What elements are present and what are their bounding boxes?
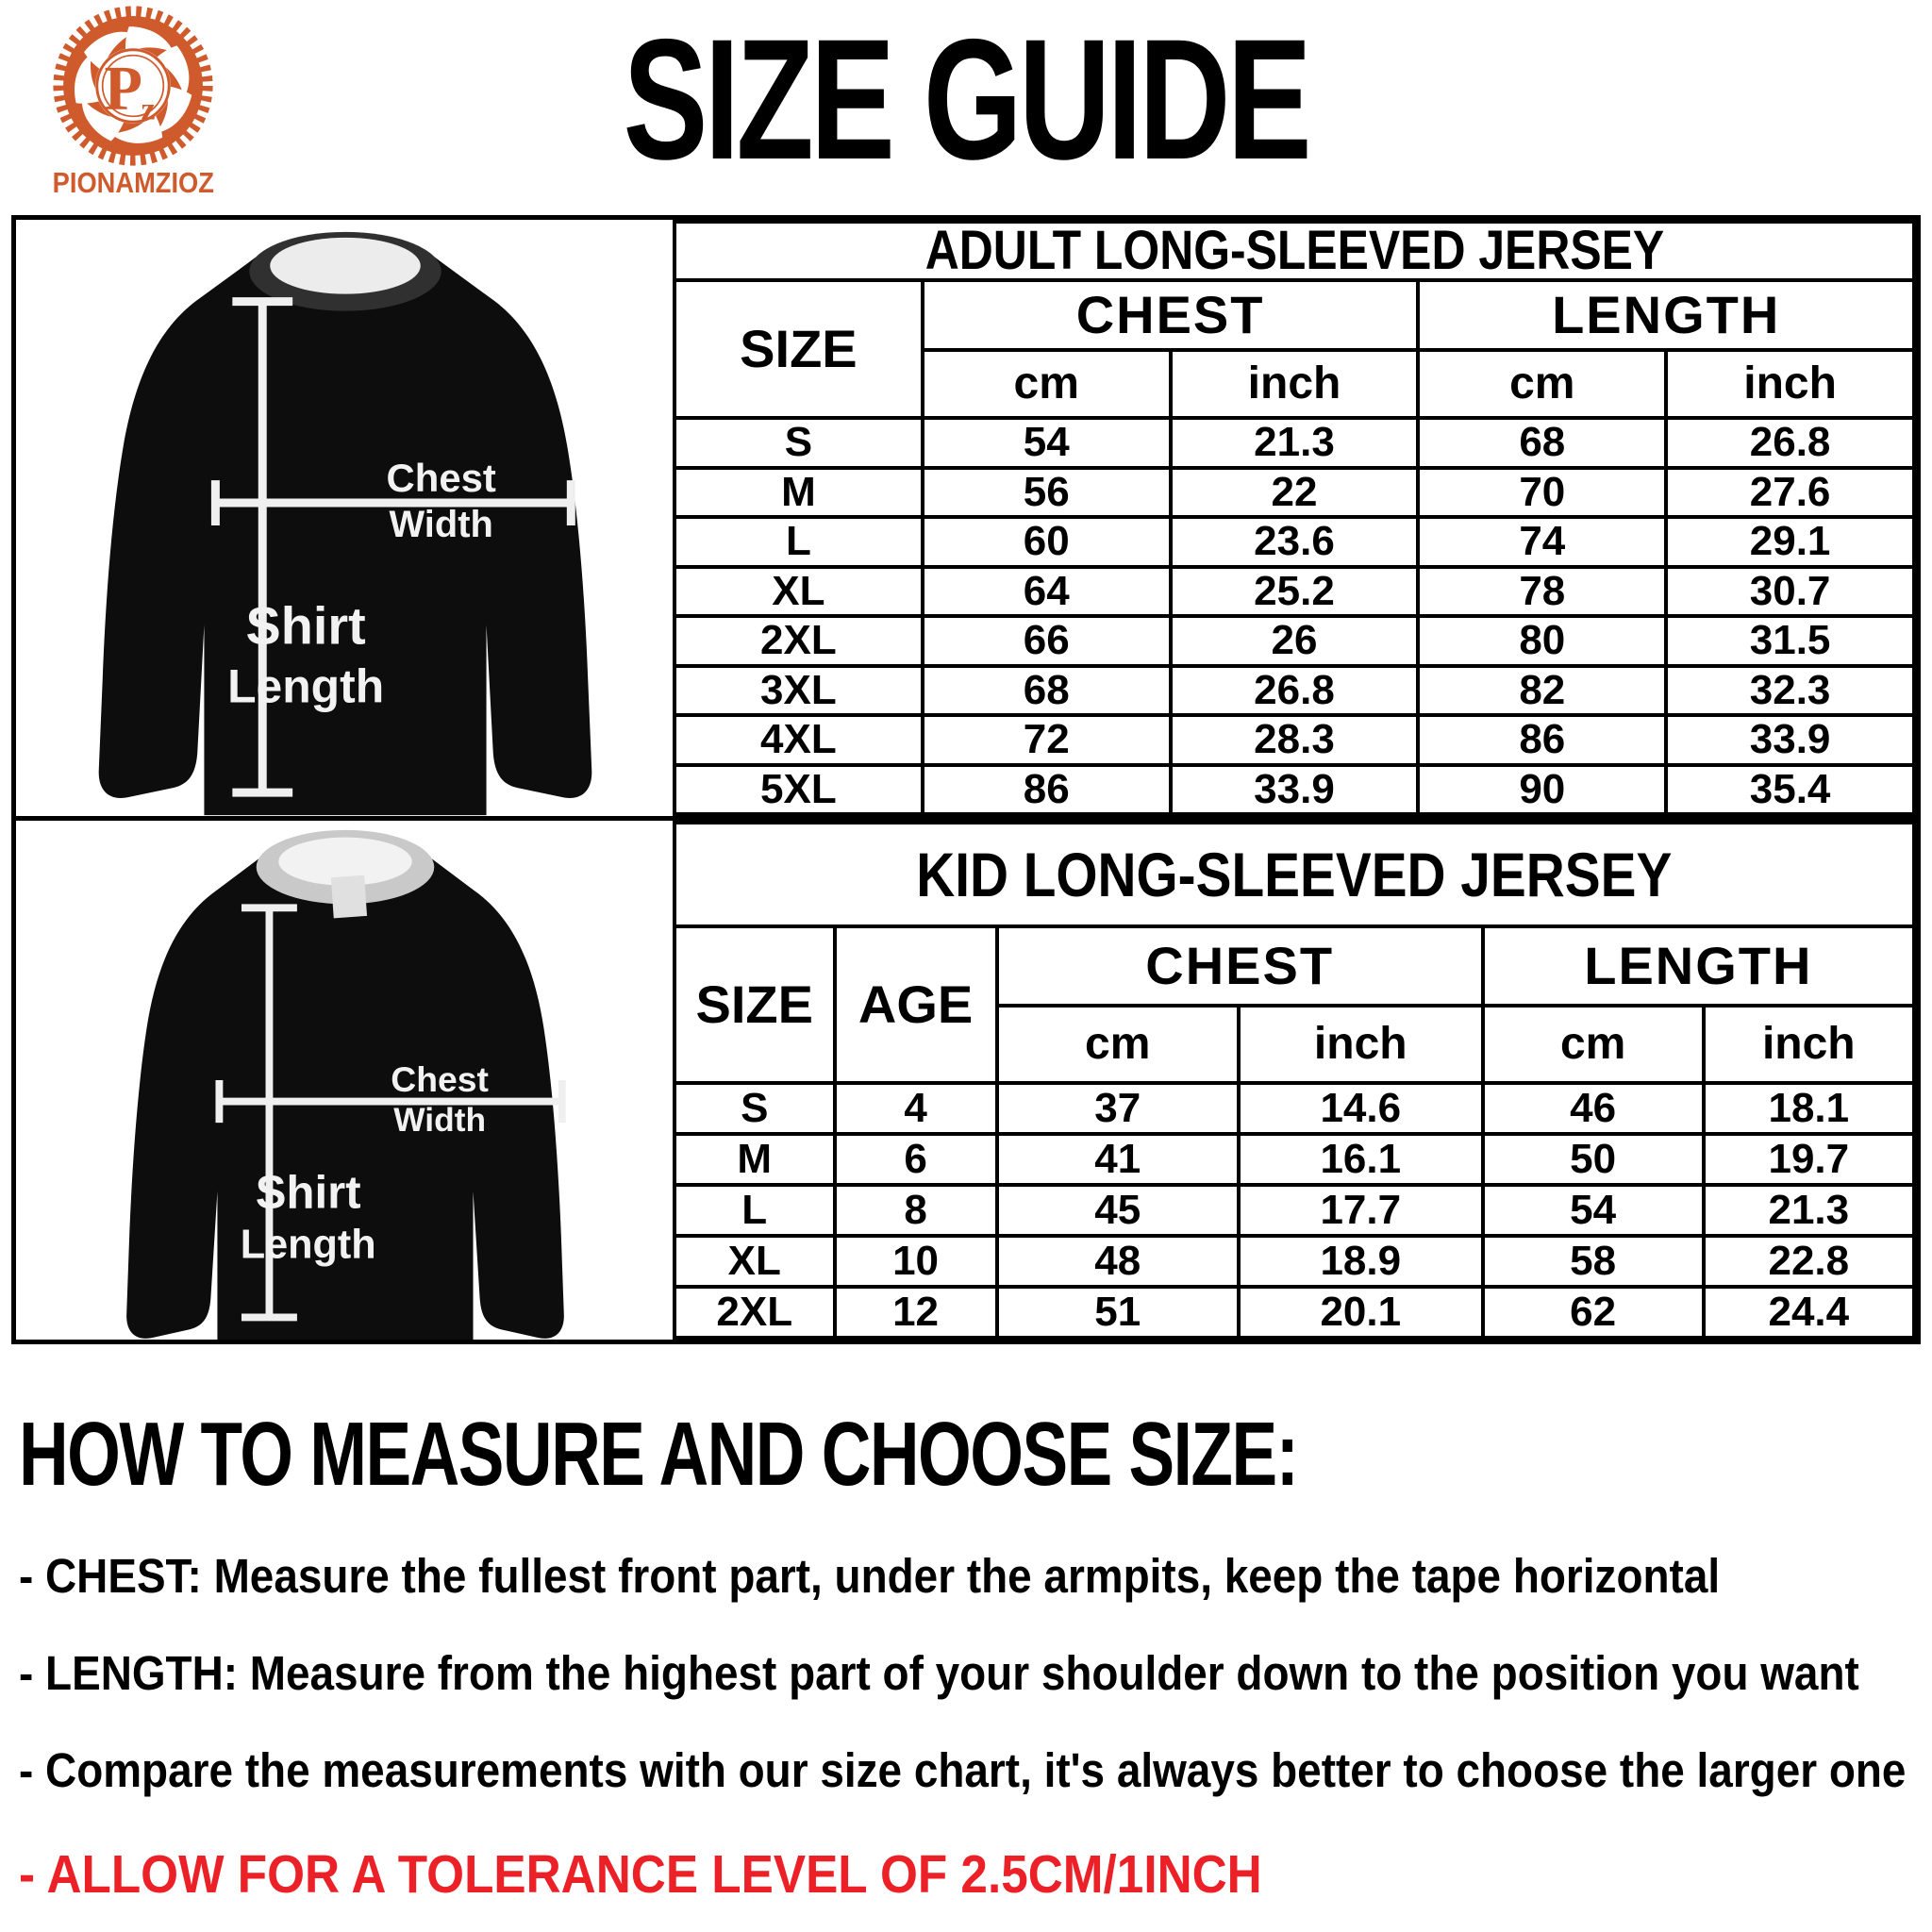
cell: 31.5: [1666, 616, 1914, 666]
col-header-size: SIZE: [675, 926, 835, 1083]
kid-jersey-image: [16, 821, 673, 1340]
cell: 68: [923, 666, 1171, 716]
cell-age: 8: [835, 1185, 997, 1236]
cell: 18.9: [1239, 1236, 1483, 1287]
cell-size: XL: [675, 1236, 835, 1287]
cell: 86: [923, 765, 1171, 815]
cell: 30.7: [1666, 567, 1914, 617]
adult-table-group-header: [675, 280, 1914, 350]
cell: 26.8: [1171, 666, 1419, 716]
cell: 18.1: [1704, 1083, 1914, 1134]
col-header-chest: CHEST: [923, 280, 1419, 350]
cell: 60: [923, 517, 1171, 567]
cell: 19.7: [1704, 1134, 1914, 1185]
cell: 16.1: [1239, 1134, 1483, 1185]
cell-size: S: [675, 418, 923, 468]
cell: 22: [1171, 468, 1419, 518]
cell: 72: [923, 715, 1171, 765]
kid-jersey-illustration: [16, 821, 673, 1340]
svg-text:Width: Width: [393, 1102, 487, 1140]
table-row: [675, 666, 1914, 716]
unit-inch: inch: [1704, 1006, 1914, 1083]
table-row: [675, 616, 1914, 666]
how-to-section: [19, 1403, 1915, 1906]
header: [0, 0, 1932, 215]
cell: 51: [997, 1287, 1239, 1338]
cell: 28.3: [1171, 715, 1419, 765]
cell: 54: [923, 418, 1171, 468]
cell: 37: [997, 1083, 1239, 1134]
cell: 82: [1418, 666, 1666, 716]
adult-jersey-illustration: [16, 220, 673, 816]
cell-size: M: [675, 468, 923, 518]
adult-table-title: ADULT LONG-SLEEVED JERSEY: [675, 222, 1914, 280]
cell-size: M: [675, 1134, 835, 1185]
cell: 78: [1418, 567, 1666, 617]
col-header-chest: CHEST: [997, 926, 1483, 1006]
cell: 32.3: [1666, 666, 1914, 716]
how-to-bullet-chest: - CHEST: Measure the fullest front part, under the armpits, keep the tape horizontal: [19, 1549, 1721, 1603]
cell: 26: [1171, 616, 1419, 666]
cell: 33.9: [1171, 765, 1419, 815]
cell: 23.6: [1171, 517, 1419, 567]
kid-section: [16, 816, 1916, 1340]
cell: 90: [1418, 765, 1666, 815]
how-to-bullet-compare: - Compare the measurements with our size chart, it's always better to choose the larger one: [19, 1743, 1907, 1797]
adult-size-table: [673, 220, 1916, 816]
cell: 58: [1483, 1236, 1704, 1287]
table-row: [675, 418, 1914, 468]
cell: 41: [997, 1134, 1239, 1185]
cell: 22.8: [1704, 1236, 1914, 1287]
unit-cm: cm: [1418, 350, 1666, 418]
cell-size: 3XL: [675, 666, 923, 716]
adult-jersey-image: [16, 220, 673, 816]
kid-size-table: [673, 821, 1916, 1340]
unit-cm: cm: [923, 350, 1171, 418]
cell: 26.8: [1666, 418, 1914, 468]
cell: 48: [997, 1236, 1239, 1287]
col-header-length: LENGTH: [1418, 280, 1914, 350]
cell-size: 4XL: [675, 715, 923, 765]
adult-section: [16, 220, 1916, 816]
unit-cm: cm: [997, 1006, 1239, 1083]
col-header-age: AGE: [835, 926, 997, 1083]
svg-text:Length: Length: [227, 659, 385, 713]
table-row: [675, 468, 1914, 518]
chest-width-label: Chest: [391, 1058, 489, 1099]
monogram-sub: z: [141, 92, 156, 127]
table-row: [675, 1134, 1914, 1185]
cell-age: 4: [835, 1083, 997, 1134]
cell: 21.3: [1171, 418, 1419, 468]
shirt-length-label: Shirt: [245, 595, 366, 656]
adult-table-title-row: [675, 222, 1914, 280]
cell-size: XL: [675, 567, 923, 617]
cell: 64: [923, 567, 1171, 617]
table-row: [675, 1236, 1914, 1287]
cell: 25.2: [1171, 567, 1419, 617]
cell: 56: [923, 468, 1171, 518]
table-row: [675, 517, 1914, 567]
col-header-size: SIZE: [675, 280, 923, 418]
table-row: [675, 567, 1914, 617]
cell: 54: [1483, 1185, 1704, 1236]
cell: 35.4: [1666, 765, 1914, 815]
table-row: [675, 1185, 1914, 1236]
cell-size: L: [675, 1185, 835, 1236]
cell: 62: [1483, 1287, 1704, 1338]
how-to-heading: HOW TO MEASURE AND CHOOSE SIZE:: [19, 1404, 1298, 1505]
cell: 20.1: [1239, 1287, 1483, 1338]
cell: 68: [1418, 418, 1666, 468]
monogram-main: P: [104, 54, 143, 124]
cell: 46: [1483, 1083, 1704, 1134]
page-title: SIZE GUIDE: [623, 3, 1309, 195]
cell: 86: [1418, 715, 1666, 765]
cell: 29.1: [1666, 517, 1914, 567]
brand-name: PIONAMZIOZ: [52, 166, 214, 199]
cell-age: 6: [835, 1134, 997, 1185]
unit-inch: inch: [1239, 1006, 1483, 1083]
unit-inch: inch: [1666, 350, 1914, 418]
table-row: [675, 765, 1914, 815]
cell-size: 5XL: [675, 765, 923, 815]
kid-table-title: KID LONG-SLEEVED JERSEY: [675, 823, 1914, 926]
kid-table-group-header: [675, 926, 1914, 1006]
size-chart-box: [11, 215, 1921, 1344]
kid-table-title-row: [675, 823, 1914, 926]
table-row: [675, 715, 1914, 765]
shirt-length-label: Shirt: [255, 1167, 361, 1219]
cell: 27.6: [1666, 468, 1914, 518]
table-row: [675, 1083, 1914, 1134]
col-header-length: LENGTH: [1483, 926, 1914, 1006]
cell: 74: [1418, 517, 1666, 567]
unit-inch: inch: [1171, 350, 1419, 418]
table-row: [675, 1287, 1914, 1338]
cell-size: L: [675, 517, 923, 567]
cell: 70: [1418, 468, 1666, 518]
how-to-bullet-length: - LENGTH: Measure from the highest part of your shoulder down to the position you want: [19, 1646, 1859, 1700]
cell-age: 10: [835, 1236, 997, 1287]
cell: 21.3: [1704, 1185, 1914, 1236]
cell: 33.9: [1666, 715, 1914, 765]
cell-age: 12: [835, 1287, 997, 1338]
how-to-bullet-tolerance: - ALLOW FOR A TOLERANCE LEVEL OF 2.5CM/1INCH: [19, 1844, 1262, 1905]
cell-size: 2XL: [675, 616, 923, 666]
chest-width-label: Chest: [386, 456, 496, 501]
svg-text:Width: Width: [389, 503, 493, 545]
cell-size: 2XL: [675, 1287, 835, 1338]
cell: 45: [997, 1185, 1239, 1236]
unit-cm: cm: [1483, 1006, 1704, 1083]
cell-size: S: [675, 1083, 835, 1134]
svg-text:Length: Length: [240, 1222, 376, 1268]
cell: 24.4: [1704, 1287, 1914, 1338]
cell: 66: [923, 616, 1171, 666]
cell: 50: [1483, 1134, 1704, 1185]
cell: 14.6: [1239, 1083, 1483, 1134]
cell: 17.7: [1239, 1185, 1483, 1236]
cell: 80: [1418, 616, 1666, 666]
